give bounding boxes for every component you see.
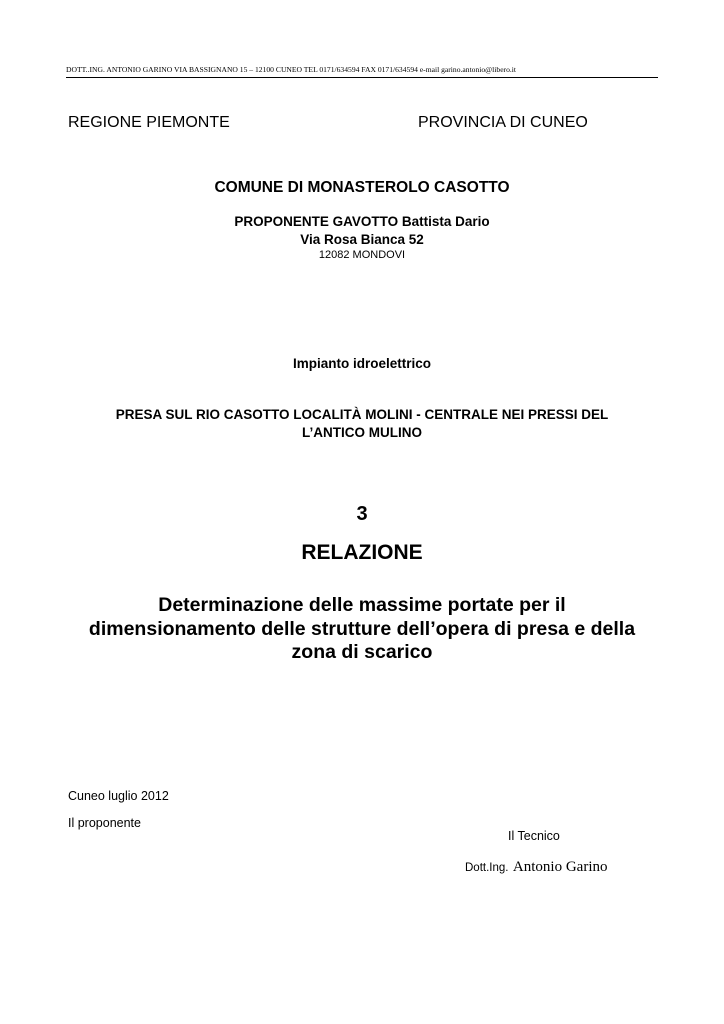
technician-signature <box>465 858 608 876</box>
proponent-name: PROPONENTE GAVOTTO Battista Dario <box>234 214 490 229</box>
municipality-heading: COMUNE DI MONASTEROLO CASOTTO <box>214 179 510 196</box>
document-type-title: RELAZIONE <box>301 541 423 564</box>
proponent-address: Via Rosa Bianca 52 <box>300 232 424 247</box>
project-title-line-2: L’ANTICO MULINO <box>302 425 422 440</box>
project-title <box>0 406 724 442</box>
place-date: Cuneo luglio 2012 <box>68 789 169 803</box>
technician-label: Il Tecnico <box>508 829 560 843</box>
document-subject-line-2: dimensionamento delle strutture dell’opera di presa e della <box>88 617 636 640</box>
document-subject-line-3: zona di scarico <box>291 641 433 663</box>
document-number: 3 <box>356 503 368 525</box>
letterhead: DOTT..ING. ANTONIO GARINO VIA BASSIGNANO 15 – 12100 CUNEO TEL 0171/634594 FAX 0171/634594 e-mail garino.antonio@libero.it <box>66 65 517 74</box>
technician-name: Antonio Garino <box>512 859 608 875</box>
province-label: PROVINCIA DI CUNEO <box>418 114 588 131</box>
region-label: REGIONE PIEMONTE <box>68 114 230 131</box>
project-title-line-1: PRESA SUL RIO CASOTTO LOCALITÀ MOLINI - CENTRALE NEI PRESSI DEL <box>115 407 609 422</box>
project-type: Impianto idroelettrico <box>292 356 431 371</box>
document-subject-line-1: Determinazione delle massime portate per il <box>158 594 566 616</box>
technician-title: Dott.Ing. <box>465 862 509 874</box>
proponent-city: 12082 MONDOVI <box>318 249 406 261</box>
letterhead-divider <box>66 77 658 78</box>
proposer-label: Il proponente <box>68 816 141 830</box>
document-subject <box>0 594 724 665</box>
